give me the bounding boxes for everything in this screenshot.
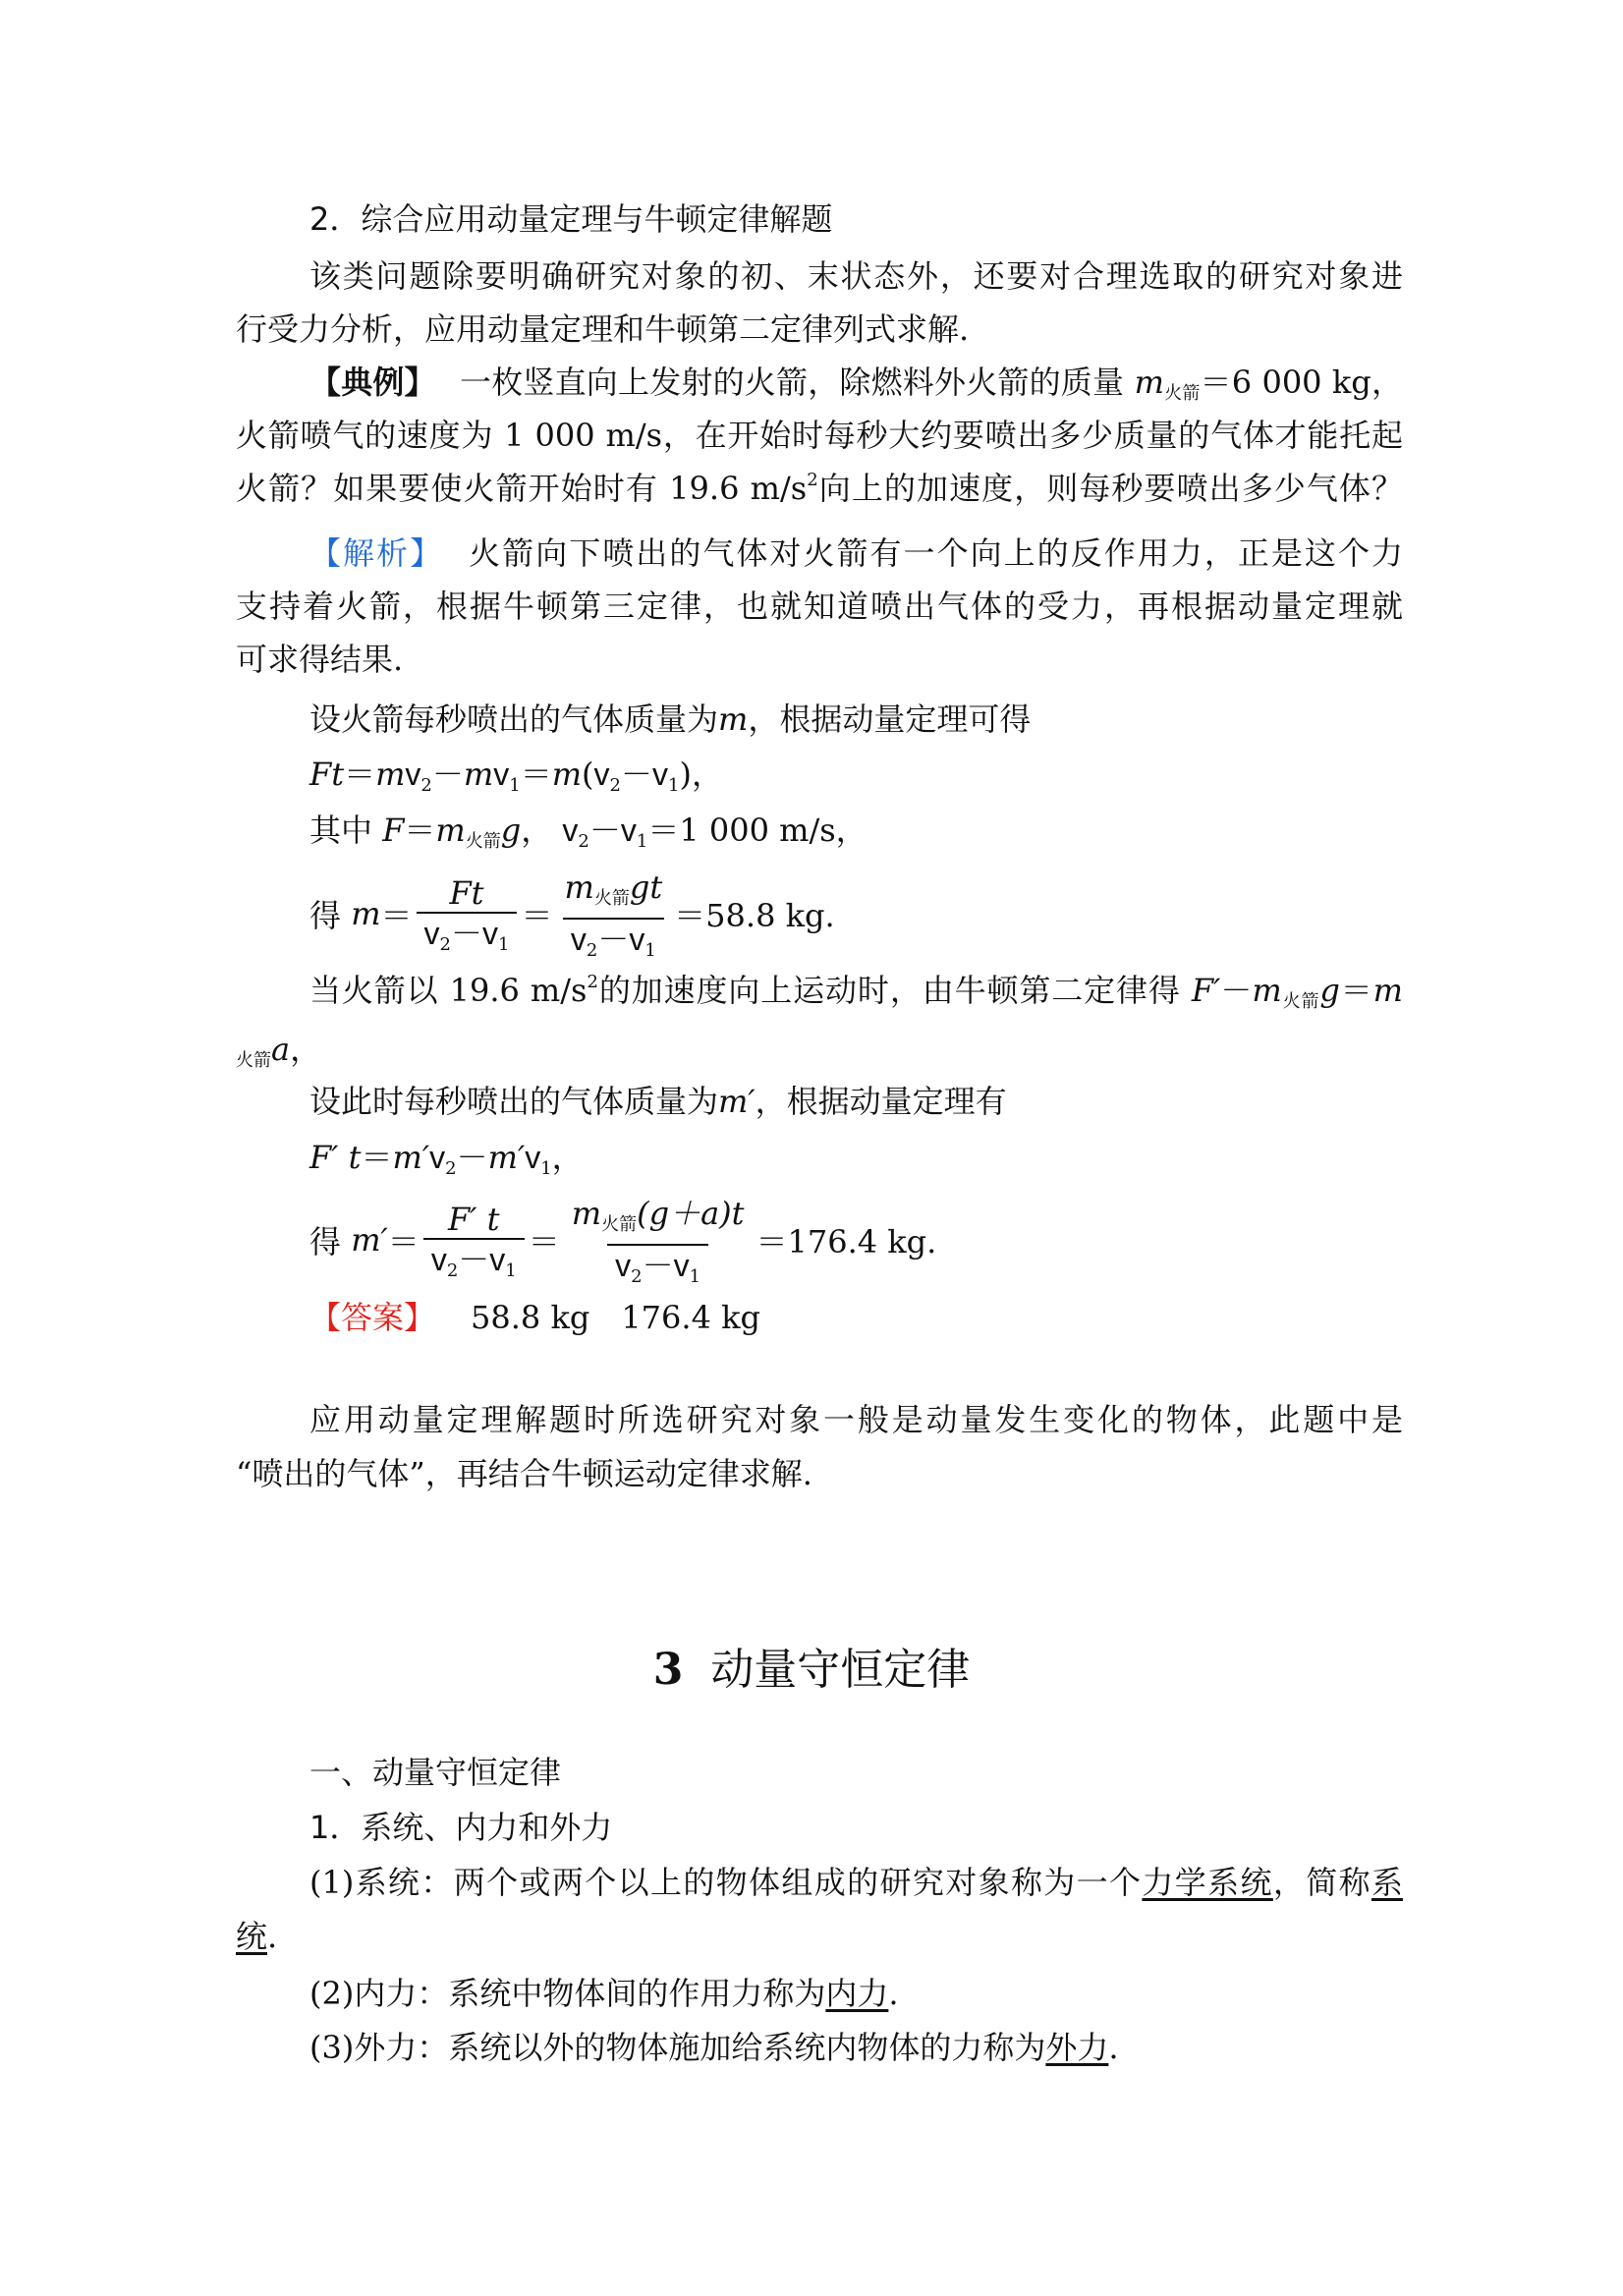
answer-line: [309, 1298, 1403, 1337]
example-line-1: 【典例】 一枚竖直向上发射的火箭，除燃料外火箭的质量 m火箭＝6 000 kg，: [309, 364, 1403, 404]
section-title: [0, 1645, 1623, 1696]
equation-momentum-prime: F′ $t=m'v_2-m'v_1$，: [309, 1139, 584, 1179]
equation-mass-result: 得 m＝ $\frac{Ft}{v_2-v_1}$ ＝ $\frac{\text{m火箭gt}}{v_2-v_1}$ ＝58.8 kg.: [309, 868, 835, 961]
fraction: $\frac{F' t}{v_2-v_1}$: [423, 1203, 525, 1277]
subsection-heading: 1．系统、内力和外力: [309, 1809, 613, 1846]
equation-force: 其中 F＝m火箭g， $v_2-v_1=1$ 000 m/s，: [309, 812, 867, 852]
paragraph-line: 火箭喷气的速度为 1 000 m/s，在开始时每秒大约要喷出多少质量的气体才能托起: [236, 417, 1403, 454]
section-heading: 2．综合应用动量定理与牛顿定律解题: [309, 200, 833, 238]
example-tag: 【典例】: [309, 364, 436, 401]
term-mechanical-system: 力学系统: [1142, 1864, 1273, 1901]
paragraph-line: 该类问题除要明确研究对象的初、末状态外，还要对合理选取的研究对象进: [309, 257, 1403, 295]
analysis-line-1: 【解析】 火箭向下喷出的气体对火箭有一个向上的反作用力，正是这个力: [309, 534, 1403, 572]
answer-value-2: 176.4 kg: [621, 1299, 760, 1336]
solution-line: 设火箭每秒喷出的气体质量为m，根据动量定理可得: [309, 700, 1032, 738]
fraction: $\frac{Ft}{v_2-v_1}$: [417, 876, 518, 951]
subsection-heading: 一、动量守恒定律: [309, 1754, 562, 1791]
paragraph-line: 行受力分析，应用动量定理和牛顿第二定律列式求解.: [236, 310, 970, 348]
definition-system-cont: 统.: [236, 1918, 278, 1955]
section-title-text: 动量守恒定律: [710, 1645, 971, 1695]
fraction: $\frac{\text{m火箭gt}}{v_2-v_1}$: [564, 868, 663, 961]
solution-line: 设此时每秒喷出的气体质量为m′，根据动量定理有: [309, 1083, 1007, 1120]
term-external-force: 外力: [1045, 2029, 1109, 2066]
fraction: $\frac{\text{m火箭(g＋a)t}}{v_2-v_1}$: [571, 1195, 745, 1287]
solution-line: 当火箭以 19.6 $m/s^2$的加速度向上运动时，由牛顿第二定律得 F′－m火箭g＝m: [309, 972, 1403, 1012]
answer-value-1: 58.8 kg: [471, 1299, 590, 1336]
equation-momentum: $Ft=mv_2-mv_1=m(v_2-v_1)$，: [309, 756, 723, 796]
term-system-part: 系: [1371, 1864, 1403, 1901]
term-system-part: 统: [236, 1918, 268, 1955]
paragraph-line: 可求得结果.: [236, 641, 404, 678]
analysis-tag: 【解析】: [309, 534, 444, 572]
paragraph-line: 应用动量定理解题时所选研究对象一般是动量发生变化的物体，此题中是: [309, 1401, 1403, 1438]
paragraph-line: “喷出的气体”，再结合牛顿运动定律求解.: [236, 1455, 812, 1492]
definition-external-force: (3)外力：系统以外的物体施加给系统内物体的力称为外力.: [309, 2029, 1119, 2066]
equation-mass-prime-result: 得 m′＝ $\frac{F' t}{v_2-v_1}$ ＝ $\frac{\text{m火箭(g＋a)t}}{v_2-v_1}$ ＝176.4 kg.: [309, 1195, 937, 1287]
example-line-3: 火箭？如果要使火箭开始时有 19.6 $m/s^2$向上的加速度，则每秒要喷出多少气体？: [236, 470, 1403, 507]
answer-tag: 【答案】: [309, 1299, 436, 1336]
definition-system: (1)系统：两个或两个以上的物体组成的研究对象称为一个力学系统，简称系: [309, 1864, 1403, 1901]
term-internal-force: 内力: [825, 1975, 889, 2012]
paragraph-line: 支持着火箭，根据牛顿第三定律，也就知道喷出气体的受力，再根据动量定理就: [236, 588, 1403, 625]
section-number: 3: [652, 1645, 684, 1695]
definition-internal-force: (2)内力：系统中物体间的作用力称为内力.: [309, 1975, 899, 2012]
solution-line: 火箭a，: [236, 1031, 322, 1071]
